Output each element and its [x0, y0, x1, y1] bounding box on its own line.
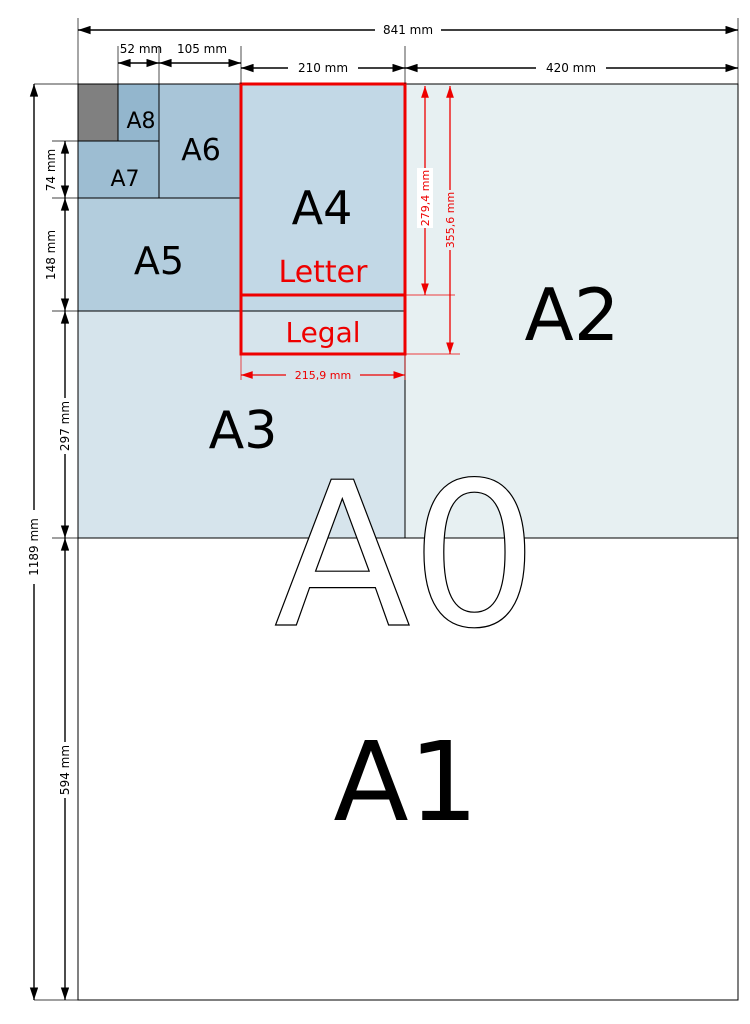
paper-label-letter: Letter — [278, 255, 368, 290]
dimension-a1-height-label: 594 mm — [58, 744, 72, 796]
dimension-a3-height-label: 297 mm — [58, 400, 72, 452]
dimension-a6-width-label: 105 mm — [176, 42, 228, 56]
dimension-a7-height-label: 74 mm — [44, 148, 58, 192]
paper-label-a4: A4 — [291, 181, 353, 235]
dimension-a3-height — [57, 311, 73, 538]
dimension-a8-width-label: 52 mm — [119, 42, 163, 56]
paper-rect-corner — [78, 84, 118, 141]
dimension-a7-height — [44, 141, 65, 198]
dimension-a6-width — [159, 42, 241, 63]
dimension-a4-width-label: 210 mm — [297, 61, 349, 75]
dimension-letter-width-label: 215,9 mm — [294, 369, 352, 382]
dimension-legal-height-label: 355,6 mm — [444, 191, 457, 249]
dimension-total-width — [78, 22, 738, 38]
dimension-a5-height — [44, 198, 65, 311]
dimension-a5-height-label: 148 mm — [44, 229, 58, 281]
paper-label-a2: A2 — [524, 273, 620, 357]
paper-label-a5: A5 — [133, 239, 185, 283]
paper-label-legal: Legal — [285, 316, 361, 349]
dimension-a8-width — [118, 42, 162, 63]
dimension-letter-height-label: 279,4 mm — [419, 169, 432, 227]
dimension-total-width-label: 841 mm — [382, 23, 434, 37]
dimension-a2-width-label: 420 mm — [545, 61, 597, 75]
paper-label-a8: A8 — [126, 109, 156, 134]
dimension-total-height — [26, 84, 42, 1000]
paper-label-a0: A0 — [273, 440, 539, 673]
paper-label-a7: A7 — [110, 167, 140, 192]
paper-label-a1: A1 — [333, 718, 479, 846]
dimension-a4-width — [241, 60, 405, 76]
paper-label-a6: A6 — [181, 133, 221, 168]
dimension-a1-height — [57, 538, 73, 1000]
dimension-a2-width — [405, 60, 738, 76]
paper-label-a3: A3 — [208, 401, 278, 461]
dimension-total-height-label: 1189 mm — [27, 518, 41, 576]
